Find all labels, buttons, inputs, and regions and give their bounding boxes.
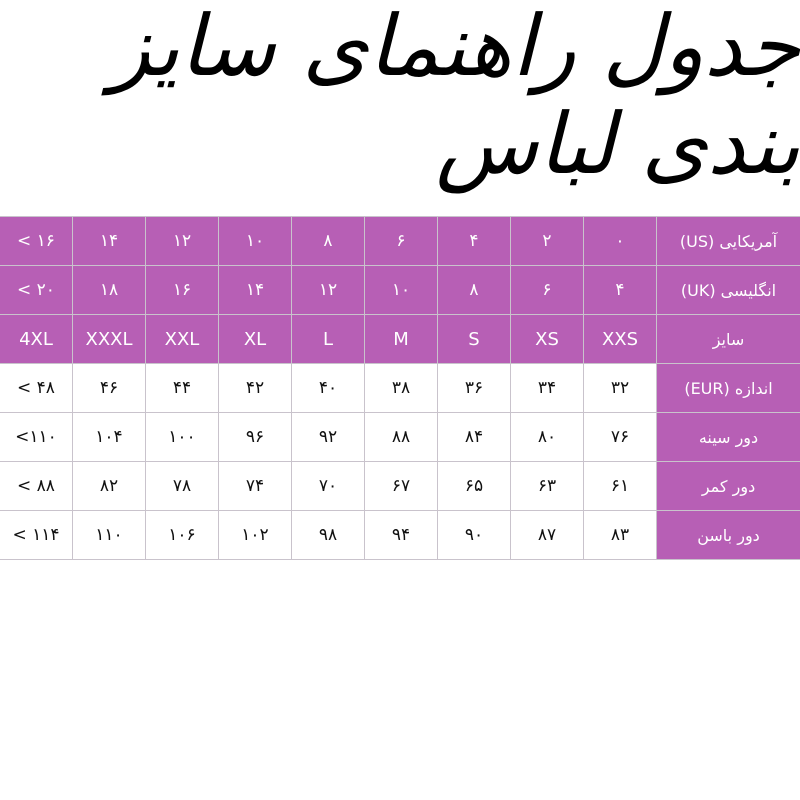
table-cell: ۴۴ (146, 364, 218, 412)
table-cell: < ۱۱۴ (0, 511, 72, 559)
table-cell: ۹۸ (292, 511, 364, 559)
table-cell: ۱۰ (365, 266, 437, 314)
table-cell: ۶ (365, 217, 437, 265)
table-cell: ۹۶ (219, 413, 291, 461)
table-cell: ۰ (584, 217, 656, 265)
table-cell: ۳۸ (365, 364, 437, 412)
row-header: دور سینه (657, 413, 800, 461)
table-cell: ۷۰ (292, 462, 364, 510)
table-cell: M (365, 315, 437, 363)
size-chart-table (0, 216, 800, 560)
table-cell: ۸۷ (511, 511, 583, 559)
table-cell: ۸۴ (438, 413, 510, 461)
table-cell: 4XL (0, 315, 72, 363)
table-cell: ۷۴ (219, 462, 291, 510)
table-cell: ۶۵ (438, 462, 510, 510)
table-cell: ۱۰۴ (73, 413, 145, 461)
table-cell: ۸۲ (73, 462, 145, 510)
table-cell: ۱۲ (146, 217, 218, 265)
table-cell: ۲ (511, 217, 583, 265)
table-cell: < ۱۶ (0, 217, 72, 265)
table-cell: ۹۴ (365, 511, 437, 559)
table-cell: ۱۴ (73, 217, 145, 265)
table-cell: ۳۲ (584, 364, 656, 412)
table-cell: ۴ (584, 266, 656, 314)
table-cell: ۹۰ (438, 511, 510, 559)
table-cell: ۱۱۰ (73, 511, 145, 559)
table-cell: ۱۴ (219, 266, 291, 314)
table-cell: ۱۰ (219, 217, 291, 265)
table-cell: ۱۸ (73, 266, 145, 314)
table-cell: ۷۶ (584, 413, 656, 461)
table-cell: ۱۶ (146, 266, 218, 314)
table-cell: ۴۶ (73, 364, 145, 412)
table-cell: ۴ (438, 217, 510, 265)
table-cell: ۱۰۶ (146, 511, 218, 559)
table-cell: <۱۱۰ (0, 413, 72, 461)
table-cell: XXL (146, 315, 218, 363)
table-cell: L (292, 315, 364, 363)
table-cell: ۶۱ (584, 462, 656, 510)
table-cell: ۴۲ (219, 364, 291, 412)
table-cell: XL (219, 315, 291, 363)
table-cell: XS (511, 315, 583, 363)
row-header: دور باسن (657, 511, 800, 559)
table-cell: ۶ (511, 266, 583, 314)
table-cell: ۸ (438, 266, 510, 314)
table-cell: ۶۳ (511, 462, 583, 510)
table-cell: < ۲۰ (0, 266, 72, 314)
table-cell: XXS (584, 315, 656, 363)
table-cell: ۱۰۲ (219, 511, 291, 559)
table-cell: ۱۰۰ (146, 413, 218, 461)
table-cell: XXXL (73, 315, 145, 363)
row-header: اندازه (EUR) (657, 364, 800, 412)
table-cell: ۸ (292, 217, 364, 265)
table-cell: ۶۷ (365, 462, 437, 510)
table-cell: ۴۰ (292, 364, 364, 412)
table-cell: S (438, 315, 510, 363)
table-cell: < ۸۸ (0, 462, 72, 510)
row-header: انگلیسی (UK) (657, 266, 800, 314)
page-title: جدول راهنمای سایز بندی لباس (109, 0, 800, 193)
table-cell: < ۴۸ (0, 364, 72, 412)
table-cell: ۳۶ (438, 364, 510, 412)
row-header: آمریکایی (US) (657, 217, 800, 265)
table-cell: ۹۲ (292, 413, 364, 461)
table-cell: ۸۰ (511, 413, 583, 461)
row-header: دور کمر (657, 462, 800, 510)
table-cell: ۸۳ (584, 511, 656, 559)
table-cell: ۸۸ (365, 413, 437, 461)
row-header: سایز (657, 315, 800, 363)
table-cell: ۷۸ (146, 462, 218, 510)
table-cell: ۱۲ (292, 266, 364, 314)
table-cell: ۳۴ (511, 364, 583, 412)
